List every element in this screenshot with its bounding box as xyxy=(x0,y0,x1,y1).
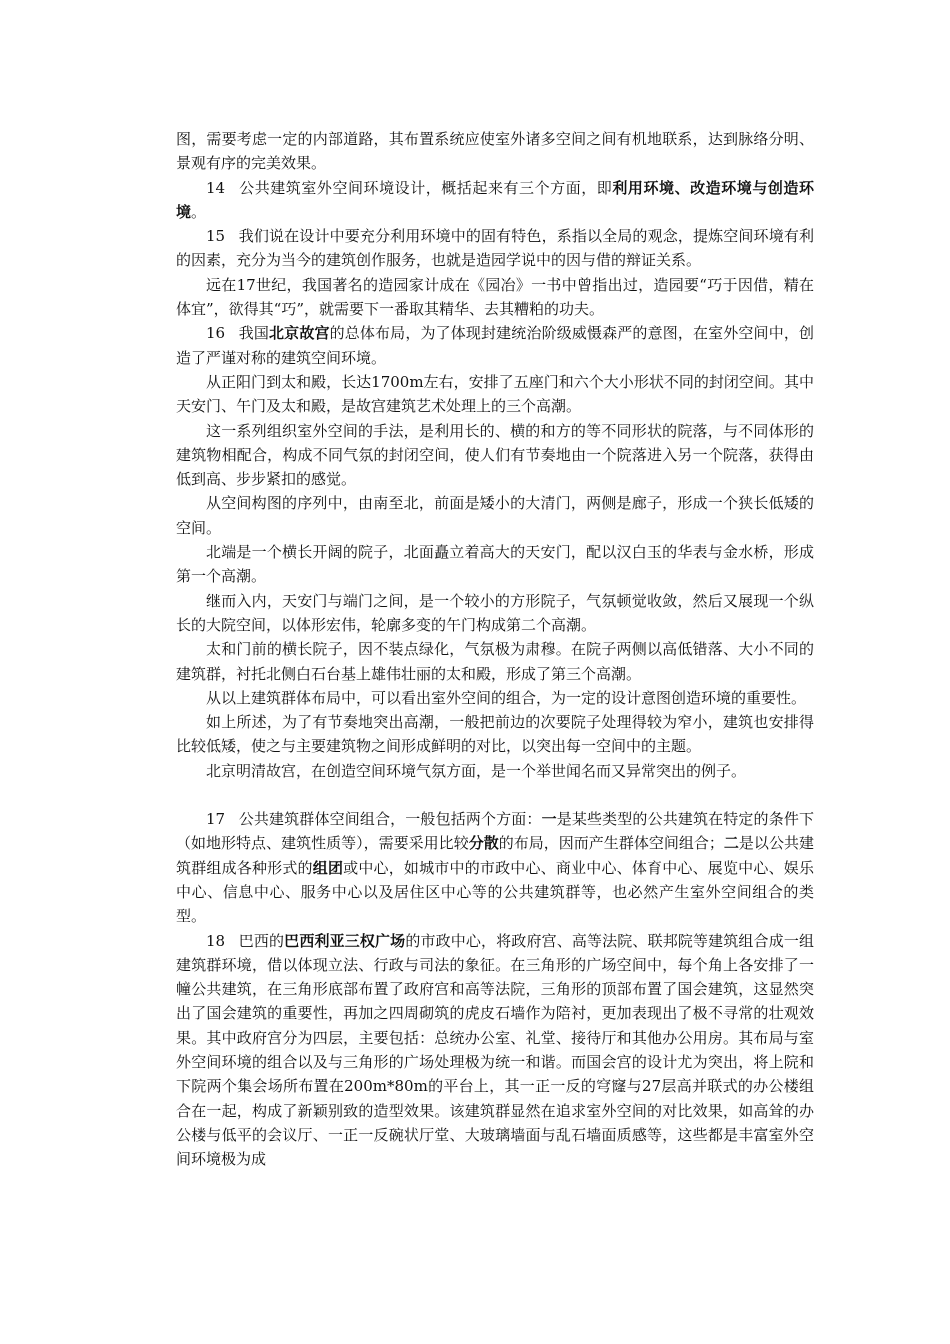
paragraph-text: 如上所述，为了有节奏地突出高潮，一般把前边的次要院子处理得较为窄小，建筑也安排得比较低矮，使之与主要建筑物之间形成鲜明的对比，以突出每一空间中的主题。 xyxy=(176,713,814,756)
paragraph-number: 15 xyxy=(206,227,226,246)
paragraph-text: 从空间构图的序列中，由南至北，前面是矮小的大清门，两侧是廊子，形成一个狭长低矮的空间。 xyxy=(176,494,814,537)
paragraph-text: 这一系列组织室外空间的手法，是利用长的、横的和方的等不同形状的院落，与不同体形的建筑物相配合，构成不同气氛的封闭空间，使人们有节奏地由一个院落进入另一个院落，获得由低到高、步步紧扣的感觉。 xyxy=(176,421,814,489)
paragraph-18 xyxy=(176,929,814,1172)
paragraph-16-b xyxy=(176,370,814,419)
paragraph-15-b xyxy=(176,273,814,322)
paragraph-16-g xyxy=(176,637,814,686)
paragraph-number: 14 xyxy=(206,178,226,197)
paragraph-text: 的市政中心，将政府宫、高等法院、联邦院等建筑组合成一组建筑群环境，借以体现立法、行政与司法的象征。在三角形的广场空间中，每个角上各安排了一幢公共建筑，在三角形底部布置了政府宫和高等法院，三角形的顶部布置了国会建筑，这显然突出了国会建筑的重要性，再加之四周砌筑的虎皮石墙作为陪衬，更加表现出了极不寻常的壮观效果。其中政府宫分为四层，主要包括：总统办公室、礼堂、接待厅和其他办公用房。其布局与室外空间环境的组合以及与三角形的广场处理极为统一和谐。而国会宫的设计尤为突出，将上院和下院两个集会场所布置在200m*80m的平台上，其一正一反的穹窿与27层高并联式的办公楼组合在一起，构成了新颖别致的造型效果。该建筑群显然在追求室外空间的对比效果，如高耸的办公楼与低平的会议厅、一正一反碗状厅堂、大玻璃墙面与乱石墙面质感等，这些都是丰富室外空间环境极为成 xyxy=(176,931,814,1169)
paragraph-text: 公共建筑室外空间环境设计，概括起来有三个方面，即 xyxy=(238,178,613,197)
paragraph-text: 从正阳门到太和殿，长达1700m左右，安排了五座门和六个大小形状不同的封闭空间。其中天安门、午门及太和殿，是故宫建筑艺术处理上的三个高潮。 xyxy=(176,372,814,416)
paragraph-16-c xyxy=(176,419,814,492)
paragraph-text: 图，需要考虑一定的内部道路，其布置系统应使室外诸多空间之间有机地联系，达到脉络分明、景观有序的完美效果。 xyxy=(176,130,814,173)
bold-term: 巴西利亚三权广场 xyxy=(284,931,406,950)
paragraph-16-i xyxy=(176,710,814,759)
bold-term: 二 xyxy=(723,834,739,853)
paragraph-continuation xyxy=(176,127,814,176)
bold-term: 一 xyxy=(541,810,557,829)
paragraph-text: 。 xyxy=(191,202,207,221)
bold-term: 北京故宫 xyxy=(269,324,330,343)
paragraph-text: 北端是一个横长开阔的院子，北面矗立着高大的天安门，配以汉白玉的华表与金水桥，形成第一个高潮。 xyxy=(176,543,814,586)
bold-term: 组团 xyxy=(312,858,344,877)
paragraph-text: 从以上建筑群体布局中，可以看出室外空间的组合，为一定的设计意图创造环境的重要性。 xyxy=(206,688,807,707)
paragraph-14 xyxy=(176,176,814,225)
paragraph-16-e xyxy=(176,540,814,589)
paragraph-16-f xyxy=(176,589,814,638)
paragraph-text: 的布局，因而产生群体空间组合； xyxy=(498,834,724,853)
paragraph-16-h xyxy=(176,686,814,710)
paragraph-text: 的总体布局，为了体现封建统治阶级威慑森严的意图，在室外空间中，创造了严谨对称的建筑空间环境。 xyxy=(176,324,814,367)
paragraph-text: 是某些类型的公共建筑在特定的条件下（如地形特点、建筑性质等），需要采用比较 xyxy=(176,810,814,853)
paragraph-text: 公共建筑群体空间组合，一般包括两个方面： xyxy=(238,810,542,829)
paragraph-16-j xyxy=(176,759,814,783)
paragraph-17 xyxy=(176,807,814,928)
bold-term: 分散 xyxy=(468,834,499,853)
paragraph-text: 太和门前的横长院子，因不装点绿化，气氛极为肃穆。在院子两侧以高低错落、大小不同的建筑群，衬托北侧白石台基上雄伟壮丽的太和殿，形成了第三个高潮。 xyxy=(176,640,814,683)
paragraph-text: 或中心，如城市中的市政中心、商业中心、体育中心、展览中心、娱乐中心、信息中心、服务中心以及居住区中心等的公共建筑群等，也必然产生室外空间组合的类型。 xyxy=(176,858,814,926)
paragraph-text: 继而入内，天安门与端门之间，是一个较小的方形院子，气氛顿觉收敛，然后又展现一个纵长的大院空间，以体形宏伟，轮廓多变的午门构成第二个高潮。 xyxy=(176,591,814,634)
paragraph-text: 我们说在设计中要充分利用环境中的固有特色，系指以全局的观念，提炼空间环境有利的因素，充分为当今的建筑创作服务，也就是造园学说中的因与借的辩证关系。 xyxy=(176,227,814,270)
paragraph-number: 16 xyxy=(206,324,226,343)
paragraph-text: 远在17世纪，我国著名的造园家计成在《园冶》一书中曾指出过，造园要“巧于因借，精在体宜”，欲得其“巧”，就需要下一番取其精华、去其糟粕的功夫。 xyxy=(176,275,814,319)
paragraph-number: 18 xyxy=(206,931,226,950)
paragraph-text: 我国 xyxy=(238,324,270,343)
body-text xyxy=(176,127,814,1171)
paragraph-text: 是以公共建筑群组成各种形式的 xyxy=(176,834,814,877)
paragraph-number: 17 xyxy=(206,810,226,829)
paragraph-16-d xyxy=(176,491,814,540)
paragraph-text: 北京明清故宫，在创造空间环境气氛方面，是一个举世闻名而又异常突出的例子。 xyxy=(206,761,747,780)
paragraph-16 xyxy=(176,321,814,370)
paragraph-text: 巴西的 xyxy=(238,931,285,950)
bold-term: 利用环境、改造环境与创造环境 xyxy=(176,178,814,221)
paragraph-15 xyxy=(176,224,814,273)
